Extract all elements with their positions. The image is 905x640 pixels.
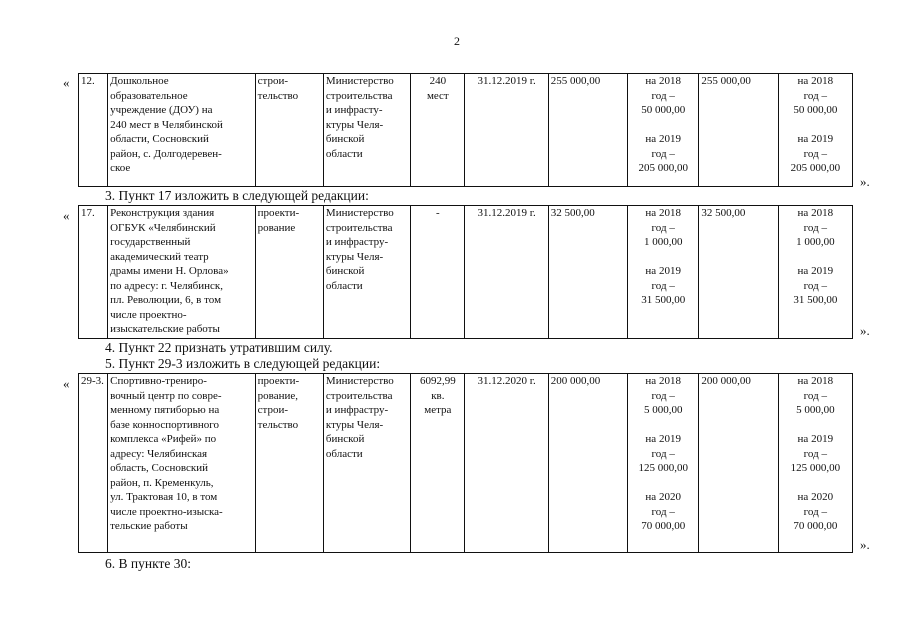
object-name: Спортивно-трениро- вочный центр по совре- менному пятиборью на базе конноспортивного комплекса «Рифей» по адресу: Челябинская область, Сосновский район, п. Кременкуль, ул. Трактовая 10, в том числе проектно-изыска- тельские работы xyxy=(110,375,223,532)
financing-amount: 5 000,00 xyxy=(796,404,835,416)
row-number: 17. xyxy=(81,207,95,219)
table-row-12 xyxy=(78,73,853,187)
financing-label: на 2018 год – xyxy=(645,207,681,234)
financing-amount: 125 000,00 xyxy=(790,462,841,474)
instruction-item-6: 6. В пункте 30: xyxy=(105,556,191,571)
instruction-item-5: 5. Пункт 29-3 изложить в следующей редакции: xyxy=(105,356,381,371)
financing-amount: 50 000,00 xyxy=(793,104,838,116)
completion-date: 31.12.2020 г. xyxy=(477,375,536,387)
capacity: - xyxy=(436,207,440,219)
financing-label: на 2019 год – xyxy=(645,265,681,292)
table-row-29-3 xyxy=(78,373,853,553)
financing-amount: 31 500,00 xyxy=(641,294,686,306)
financing-label: на 2018 год – xyxy=(645,75,681,102)
financing-label: на 2019 год – xyxy=(797,433,834,460)
total-amount: 32 500,00 xyxy=(701,207,746,219)
ministry-name: Министерство строительства и инфрастру- ктуры Челя- бинской области xyxy=(325,207,394,292)
quote-close: ». xyxy=(860,537,870,552)
row-number: 12. xyxy=(81,75,95,87)
estimated-cost: 255 000,00 xyxy=(550,75,601,87)
work-type: строи- тельство xyxy=(257,75,299,102)
financing-amount: 1 000,00 xyxy=(643,236,683,248)
financing-schedule-2 xyxy=(778,74,852,187)
financing-label: на 2018 год – xyxy=(797,207,834,234)
instruction-item-3: 3. Пункт 17 изложить в следующей редакции: xyxy=(105,188,369,203)
estimated-cost: 200 000,00 xyxy=(550,375,601,387)
capacity: 6092,99 кв. метра xyxy=(419,375,456,416)
financing-label: на 2020 год – xyxy=(645,491,681,518)
financing-label: на 2018 год – xyxy=(797,375,834,402)
financing-amount: 125 000,00 xyxy=(638,462,688,474)
object-name: Реконструкция здания ОГБУК «Челябинский государственный академический театр драмы имени Н. Орлова» по адресу: г. Челябинск, пл. Революции, 6, в том числе проектно- изыскательские работы xyxy=(110,207,229,335)
financing-amount: 1 000,00 xyxy=(796,236,835,248)
work-type: проекти- рование xyxy=(257,207,300,234)
quote-open: « xyxy=(63,75,70,90)
table-row-17 xyxy=(78,205,853,339)
total-amount: 200 000,00 xyxy=(701,375,751,387)
financing-label: на 2020 год – xyxy=(797,491,834,518)
financing-amount: 205 000,00 xyxy=(638,162,688,174)
financing-label: на 2019 год – xyxy=(645,133,681,160)
financing-amount: 31 500,00 xyxy=(793,294,838,306)
financing-schedule-2 xyxy=(778,206,852,339)
financing-amount: 70 000,00 xyxy=(793,520,838,532)
financing-label: на 2018 год – xyxy=(645,375,681,402)
financing-label: на 2018 год – xyxy=(797,75,834,102)
quote-close: ». xyxy=(860,323,870,338)
ministry-name: Министерство строительства и инфрастру- ктуры Челя- бинской области xyxy=(325,375,394,460)
completion-date: 31.12.2019 г. xyxy=(477,75,536,87)
object-name: Дошкольное образовательное учреждение (ДОУ) на 240 мест в Челябинской области, Сосновский район, с. Долгодеревен- ское xyxy=(110,75,223,174)
financing-amount: 5 000,00 xyxy=(643,404,683,416)
financing-schedule xyxy=(628,206,699,339)
financing-schedule-2 xyxy=(778,374,852,553)
capacity: 240 мест xyxy=(426,75,449,102)
financing-label: на 2019 год – xyxy=(797,265,834,292)
quote-open: « xyxy=(63,208,70,223)
quote-open: « xyxy=(63,376,70,391)
completion-date: 31.12.2019 г. xyxy=(477,207,536,219)
row-number: 29-3. xyxy=(81,375,104,387)
instruction-item-4: 4. Пункт 22 признать утратившим силу. xyxy=(105,340,333,355)
work-type: проекти- рование, строи- тельство xyxy=(257,375,300,431)
total-amount: 255 000,00 xyxy=(701,75,751,87)
page-number: 2 xyxy=(454,34,460,48)
financing-amount: 70 000,00 xyxy=(641,520,686,532)
financing-label: на 2019 год – xyxy=(797,133,834,160)
financing-label: на 2019 год – xyxy=(645,433,681,460)
ministry-name: Министерство строительства и инфрасту- ктуры Челя- бинской области xyxy=(325,75,394,160)
quote-close: ». xyxy=(860,174,870,189)
estimated-cost: 32 500,00 xyxy=(550,207,595,219)
financing-schedule xyxy=(628,74,699,187)
financing-amount: 205 000,00 xyxy=(790,162,841,174)
financing-amount: 50 000,00 xyxy=(641,104,686,116)
financing-schedule xyxy=(628,374,699,553)
